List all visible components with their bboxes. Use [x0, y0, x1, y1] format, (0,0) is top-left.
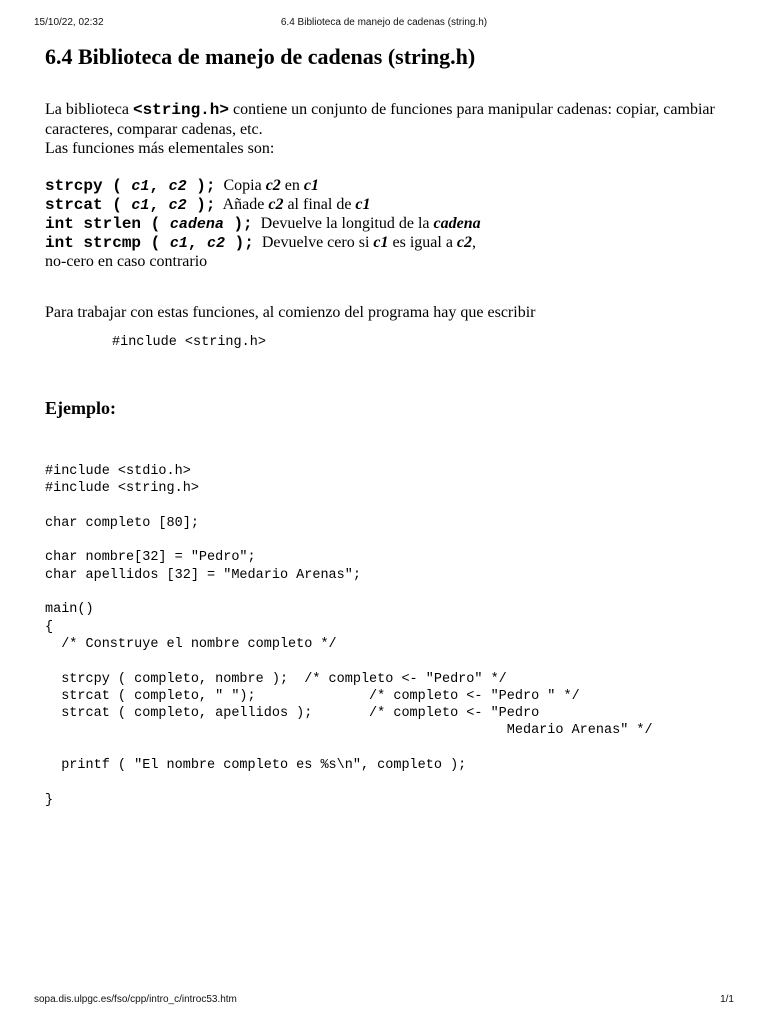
include-directive: #include <string.h>: [112, 335, 266, 350]
arg: c1: [169, 235, 188, 252]
code-line: strcpy ( completo, nombre ); /* completo <- "Pedro" */: [45, 671, 507, 687]
arg: cadena: [169, 216, 224, 233]
intro-line-1: [45, 100, 735, 139]
function-name: strcpy: [45, 177, 103, 195]
function-name: int strcmp: [45, 234, 142, 252]
arg: c1: [131, 197, 150, 214]
intro-text-cont: contiene un conjunto de funciones para manipular cadenas: copiar, cambiar caracteres, comparar cadenas, etc.: [45, 101, 715, 138]
code-example: [45, 463, 653, 809]
function-name: int strlen: [45, 215, 142, 233]
function-name: strcat: [45, 196, 103, 214]
print-date: 15/10/22, 02:32: [34, 17, 104, 28]
desc-arg: c2: [265, 177, 281, 194]
function-desc: al final de: [283, 196, 356, 213]
paren-open: (: [102, 196, 132, 214]
arg: c1: [131, 178, 150, 195]
desc-arg: cadena: [433, 215, 481, 232]
paren-close: );: [186, 177, 216, 195]
page-number: 1/1: [720, 994, 734, 1005]
function-strcpy: [45, 176, 735, 195]
desc-arg: c2: [456, 234, 473, 251]
code-line: printf ( "El nombre completo es %s\n", completo );: [45, 758, 467, 774]
function-desc: Devuelve la longitud de la: [252, 215, 434, 232]
print-header-title: 6.4 Biblioteca de manejo de cadenas (string.h): [280, 17, 488, 28]
code-line: char apellidos [32] = "Medario Arenas";: [45, 567, 361, 583]
function-desc: Copia: [215, 177, 266, 194]
code-line: main(): [45, 602, 94, 618]
arg-sep: ,: [149, 196, 169, 214]
function-desc: es igual a: [388, 234, 457, 251]
code-line: [45, 653, 653, 670]
paren-close: );: [223, 215, 253, 233]
code-line: #include <string.h>: [45, 481, 199, 497]
code-line: [45, 498, 653, 515]
print-header: [0, 17, 768, 31]
code-line: /* Construye el nombre completo */: [45, 636, 337, 652]
arg: c2: [207, 235, 226, 252]
arg-sep: ,: [187, 234, 208, 252]
code-line: [45, 774, 653, 791]
include-instruction: Para trabajar con estas funciones, al comienzo del programa hay que escribir: [45, 304, 536, 321]
arg: c2: [168, 197, 187, 214]
desc-arg: c2: [268, 196, 284, 213]
arg-sep: ,: [149, 177, 169, 195]
function-desc: Añade: [215, 196, 269, 213]
paren-close: );: [186, 196, 216, 214]
paren-close: );: [225, 234, 254, 252]
paren-open: (: [102, 177, 132, 195]
intro-line-2: Las funciones más elementales son:: [45, 140, 275, 157]
code-line: {: [45, 619, 54, 635]
library-name: <string.h>: [132, 101, 229, 119]
code-line: [45, 532, 653, 549]
code-line: strcat ( completo, apellidos ); /* completo <- "Pedro: [45, 706, 540, 722]
desc-arg: c1: [373, 234, 389, 251]
function-footnote: no-cero en caso contrario: [45, 253, 208, 270]
function-strlen: [45, 214, 735, 233]
code-line: [45, 584, 653, 601]
page-url: sopa.dis.ulpgc.es/fso/cpp/intro_c/introc53.htm: [34, 994, 237, 1005]
intro-text: La biblioteca: [45, 101, 133, 118]
desc-arg: c1: [355, 196, 371, 213]
example-heading: Ejemplo:: [45, 398, 116, 418]
function-strcmp: [45, 233, 735, 252]
function-desc: en: [280, 177, 304, 194]
arg: c2: [168, 178, 187, 195]
function-desc: ,: [472, 234, 477, 251]
code-line: char completo [80];: [45, 515, 199, 531]
code-line: char nombre[32] = "Pedro";: [45, 550, 256, 566]
page-title: 6.4 Biblioteca de manejo de cadenas (string.h): [45, 44, 476, 69]
paren-open: (: [141, 215, 170, 233]
function-strcat: [45, 195, 735, 214]
code-line: [45, 740, 653, 757]
paren-open: (: [141, 234, 170, 252]
code-line: strcat ( completo, " "); /* completo <- "Pedro " */: [45, 688, 580, 704]
code-line: #include <stdio.h>: [45, 464, 191, 479]
desc-arg: c1: [303, 177, 320, 194]
code-line: }: [45, 792, 54, 808]
function-desc: Devuelve cero si: [253, 234, 374, 251]
function-list: [45, 176, 735, 271]
code-line: Medario Arenas" */: [45, 723, 653, 739]
print-footer: [0, 994, 768, 1008]
intro-paragraph: [45, 100, 735, 158]
